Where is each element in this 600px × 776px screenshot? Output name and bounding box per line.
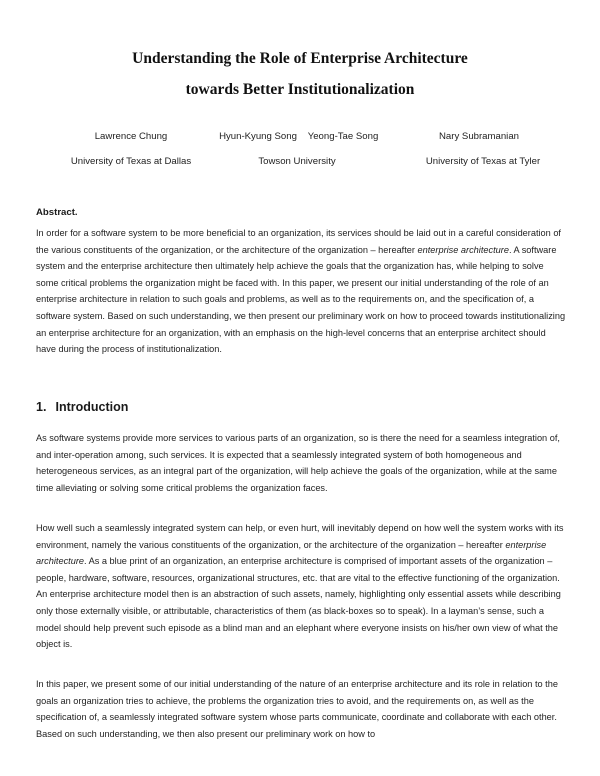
intro-paragraph-1: As software systems provide more services to various parts of an organization, so is there the need for a seamless integration of, and inter-operation among, such services. It is expected that a seamlessly integrated system of both homogeneous and heterogeneous services, as an integral part of the organization, will help achieve the goals of the organization, while at the same time alleviating or solving some critical problems the organization faces. — [36, 433, 560, 493]
section-number: 1. — [36, 400, 47, 414]
paper-title-line-1: Understanding the Role of Enterprise Architecture — [132, 50, 468, 67]
abstract-paragraph: In order for a software system to be more beneficial to an organization, its services should be laid out in a careful consideration of the various constituents of the organization, or the architecture of the organization – hereafter enterprise architecture. A software system and the enterprise architecture then ultimately help achieve the goals that the organization has, while helping to solve some critical problems the organization might be faced with. In this paper, we present our initial understanding of the role of an enterprise architecture in relation to such goals and problems, as well as to the requirements on, and the specification of, a software system. Based on such understanding, we then present our preliminary work on how to proceed towards institutionalizing an enterprise architecture for an organization, with an emphasis on the high-level concerns that an enterprise architect should have during the process of institutionalization. — [36, 228, 566, 355]
emphasis: enterprise architecture — [417, 244, 509, 255]
intro-paragraph-2: How well such a seamlessly integrated system can help, or even hurt, will inevitably depend on how well the system works with its environment, namely the various constituents of the organization, or the architecture of the organization – hereafter enterprise architecture. As a blue print of an organization, an enterprise architecture is comprised of important assets of the organization – people, hardware, software, resources, organizational structures, etc. that are vital to the effective functioning of the organization. An enterprise architecture model then is an abstraction of such assets, namely, highlighting only essential assets while describing only those externally visible, or attributable, characteristics of them (as black-boxes so to speak). In a layman’s sense, such a model should help prevent such episode as a blind man and an elephant where everyone insists on his/her own view of what the object is. — [36, 523, 564, 650]
section-title: Introduction — [55, 400, 129, 414]
author-name: Yeong-Tae Song — [307, 131, 379, 142]
intro-paragraph-3: In this paper, we present some of our initial understanding of the nature of an enterprise architecture and its role in relation to the goals an organization tries to achieve, the problems the organization tries to avoid, and the requirements on, as well as the specification of, a seamlessly integrated software system whose parts communicate, coordinate and collaborate with each other. Based on such understanding, we then also present our preliminary work on how to — [36, 679, 558, 739]
affiliation: Towson University — [258, 156, 336, 167]
affiliation: University of Texas at Tyler — [425, 156, 541, 167]
author-name: Hyun-Kyung Song — [219, 131, 297, 142]
affiliation: University of Texas at Dallas — [70, 156, 192, 167]
abstract-heading: Abstract. — [36, 207, 78, 218]
author-name: Nary Subramanian — [439, 131, 519, 142]
section-heading — [36, 400, 128, 414]
emphasis: enterprise architecture — [36, 539, 547, 567]
author-name: Lawrence Chung — [94, 131, 168, 142]
paper-title-line-2: towards Better Institutionalization — [185, 81, 415, 98]
